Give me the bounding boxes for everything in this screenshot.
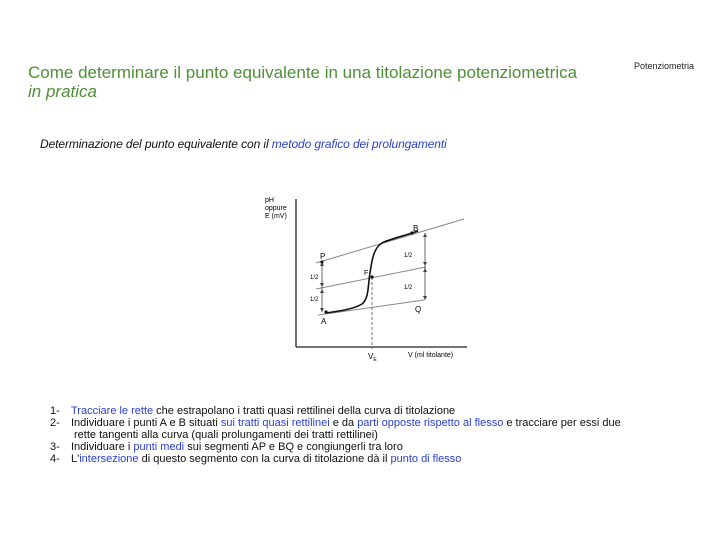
step-text: di questo segmento con la curva di titolazione dà il [138, 453, 391, 465]
step-highlight-text: sui tratti quasi rettilinei [220, 417, 330, 429]
half-label-lower-left: 1/2 [310, 297, 319, 303]
step-item [50, 441, 621, 453]
point-a-dot [324, 310, 327, 313]
title-line-1: Come determinare il punto equivalente in una titolazione potenziometrica [28, 63, 578, 82]
label-f: F [364, 270, 369, 277]
titration-diagram [262, 191, 472, 363]
bq-arrowhead-top [423, 233, 427, 237]
step-text: sui segmenti AP e BQ e congiungerli tra loro [184, 441, 403, 453]
label-b: B [413, 224, 419, 233]
subtitle-highlight: metodo grafico dei prolungamenti [271, 137, 447, 151]
half-label-lower-right: 1/2 [404, 285, 413, 291]
label-a: A [321, 317, 327, 326]
ap-arrowhead-bottom [320, 308, 324, 312]
step-highlight-text: parti opposte rispetto al flesso [357, 417, 504, 429]
step-number: 3- [50, 441, 60, 453]
corner-section-label: Potenziometria [634, 61, 695, 71]
step-text: e da [329, 417, 358, 429]
y-axis-label-line3: E (mV) [265, 213, 287, 220]
step-highlight-text: intersezione [79, 453, 139, 465]
step-number: 4- [50, 453, 60, 465]
bq-arrowhead-mid-up [423, 262, 427, 266]
step-item [50, 405, 621, 417]
step-continuation: rette tangenti alla curva (quali prolungamenti dei tratti rettilinei) [74, 429, 378, 441]
step-text: Individuare i punti A e B situati [71, 417, 221, 429]
bq-arrowhead-mid-down [423, 268, 427, 272]
half-label-upper-left: 1/2 [310, 275, 319, 281]
step-number: 1- [50, 405, 60, 417]
section-subtitle [40, 137, 447, 151]
page-title [28, 63, 577, 101]
upper-tangent-line [316, 219, 464, 263]
label-q: Q [415, 305, 422, 314]
subtitle-text: Determinazione del punto equivalente con il [40, 137, 272, 151]
x-axis-label: V (ml titolante) [408, 352, 454, 359]
bq-arrowhead-bottom [423, 296, 427, 300]
step-highlight-text: punto di flesso [390, 453, 462, 465]
step-number: 2- [50, 417, 60, 429]
step-text: e tracciare per essi due [503, 417, 621, 429]
title-line-2: in pratica [28, 82, 97, 101]
step-item [50, 453, 621, 465]
y-axis-label-line1: pH [265, 197, 274, 204]
step-text: che estrapolano i tratti quasi rettilinei della curva di titolazione [153, 405, 456, 417]
step-item [50, 417, 621, 441]
half-label-upper-right: 1/2 [404, 253, 413, 259]
label-p: P [320, 252, 326, 261]
step-text: Individuare i [71, 441, 134, 453]
steps-list [50, 405, 621, 465]
ap-arrowhead-mid-up [320, 283, 324, 287]
step-highlight-text: Tracciare le rette [71, 405, 154, 417]
ap-arrowhead-mid-down [320, 289, 324, 293]
ve-label: $V_E$ [368, 352, 377, 363]
lower-tangent-line [318, 300, 424, 315]
y-axis-label-line2: oppure [265, 205, 287, 212]
step-text: L' [71, 453, 80, 465]
titration-curve [326, 231, 418, 313]
step-highlight-text: punti medi [133, 441, 185, 453]
point-f-dot [370, 275, 373, 278]
